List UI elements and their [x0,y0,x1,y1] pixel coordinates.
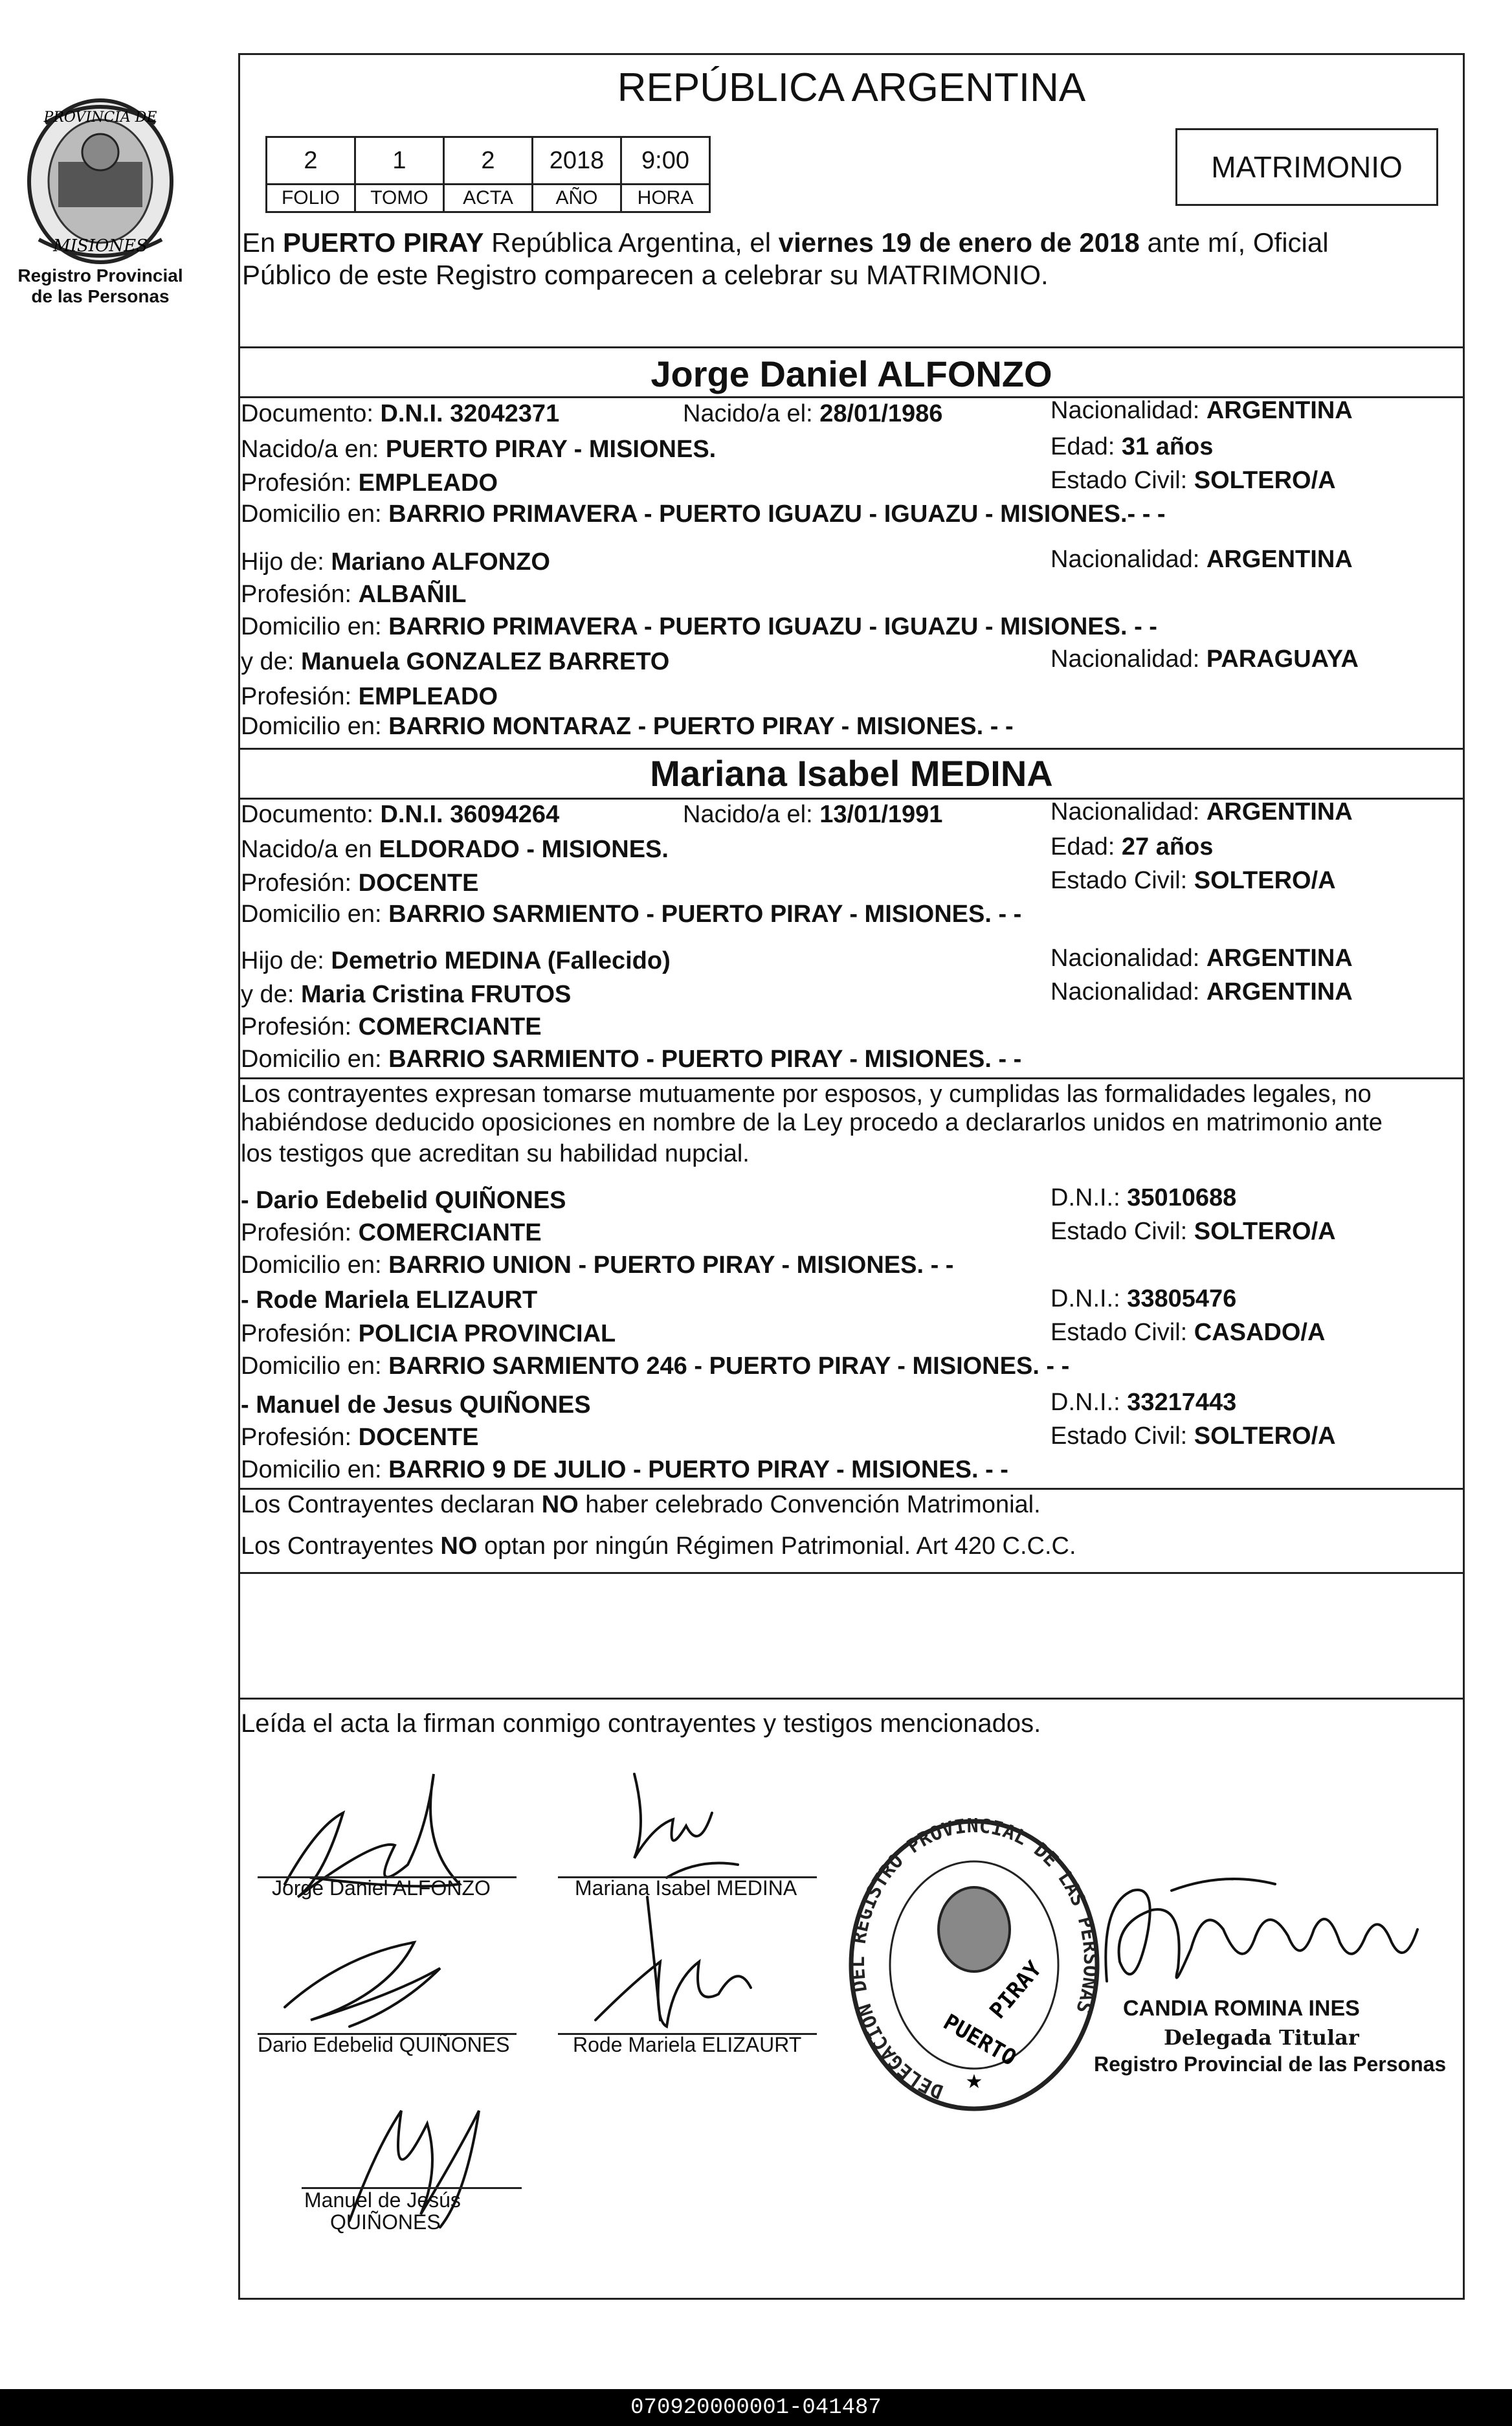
spouse1-mother-nationality [1051,645,1359,673]
civil-label: Estado Civil: [1051,1422,1194,1450]
stamp-ring-text: DELEGACION DEL REGISTRO PROVINCIAL DE LAS PERSONAS [847,1814,1102,2103]
witness2-domicile [241,1352,1069,1380]
stamp-center2: PIRAY [984,1956,1047,2024]
spouse2-mother-domicile [241,1045,1021,1073]
father-label: Hijo de: [241,947,331,974]
mother-label: y de: [241,648,301,675]
delegation-stamp [845,1813,1104,2117]
witness3-domicile [241,1455,1008,1484]
witness2-name [241,1286,537,1314]
hour-value: 9:00 [621,137,710,185]
nat-label: Nacionalidad: [1051,646,1206,673]
civil-value: CASADO/A [1194,1319,1326,1346]
dni-value: 33805476 [1127,1285,1237,1312]
birthplace-label: Nacido/a en: [241,436,386,463]
prof-value: ALBAÑIL [358,581,467,608]
age-label: Edad: [1051,433,1122,460]
dom-label: Domicilio en: [241,1252,389,1279]
dni-label: D.N.I.: [1051,1184,1128,1211]
witness-name-value: - Dario Edebelid QUIÑONES [241,1187,566,1214]
signature-label-witness3b: QUIÑONES [330,2210,441,2234]
prof-label: Profesión: [241,683,359,710]
dom-value: BARRIO SARMIENTO - PUERTO PIRAY - MISIONES. - - [388,901,1022,928]
birthplace-value: PUERTO PIRAY - MISIONES. [385,436,717,463]
civil-value: SOLTERO/A [1194,867,1336,894]
doc-label: Documento: [241,400,381,427]
convention-text: haber celebrado Convención Matrimonial. [578,1491,1041,1518]
witness1-name [241,1186,566,1215]
spouse1-father-domicile [241,612,1157,641]
spouse1-nationality [1051,396,1353,425]
logo-bottom-text: MISIONES [53,236,148,256]
civil-label: Estado Civil: [1051,1218,1194,1245]
intro-p2: República Argentina, el [484,227,779,258]
spouse2-name: Mariana Isabel MEDINA [650,753,1053,794]
witness3-name [241,1391,591,1419]
civil-value: SOLTERO/A [1194,1422,1336,1450]
spouse2-profession [241,869,478,897]
spouse1-domicile [241,500,1166,528]
spouse1-father-nationality [1051,545,1353,574]
dom-value: BARRIO PRIMAVERA - PUERTO IGUAZU - IGUAZU - MISIONES.- - - [388,500,1166,528]
convention-text: Los Contrayentes declaran [241,1491,542,1518]
dom-label: Domicilio en: [241,500,389,528]
spouse1-father-profession [241,580,466,609]
birthplace-value: ELDORADO - MISIONES. [379,836,669,863]
doc-value: D.N.I. 36094264 [380,801,560,828]
born-value: 28/01/1986 [819,400,943,427]
father-value: Demetrio MEDINA (Fallecido) [331,947,671,974]
witness1-dni [1051,1184,1236,1212]
nat-value: ARGENTINA [1206,397,1353,424]
signature-label-witness3a: Manuel de Jesús [304,2188,461,2212]
spouse2-birthplace [241,835,669,864]
prof-value: POLICIA PROVINCIAL [358,1320,616,1347]
official-role: Delegada Titular [1164,2025,1359,2050]
registry-label [0,265,201,307]
witness-name-value: - Manuel de Jesus QUIÑONES [241,1391,591,1419]
witness1-domicile [241,1251,953,1279]
document-code: 070920000001-041487 [0,2389,1512,2426]
spouse2-father-nationality [1051,944,1353,972]
intro-line1 [242,227,1329,259]
dom-value: BARRIO SARMIENTO - PUERTO PIRAY - MISIONES. - - [388,1046,1022,1073]
intro-line2: Público de este Registro comparecen a celebrar su MATRIMONIO. [242,260,1049,290]
born-label: Nacido/a el: [683,801,820,828]
signature-label-witness2: Rode Mariela ELIZAURT [573,2033,802,2056]
nat-value: ARGENTINA [1206,945,1353,972]
witness2-civil [1051,1318,1325,1347]
divider [238,748,1465,750]
doc-label: Documento: [241,801,381,828]
hour-label: HORA [621,185,710,212]
nat-value: ARGENTINA [1206,798,1353,826]
nat-value: ARGENTINA [1206,978,1353,1005]
spouse1-civil [1051,466,1336,495]
nat-value: PARAGUAYA [1206,646,1359,673]
prof-value: DOCENTE [358,1424,479,1451]
dom-value: BARRIO 9 DE JULIO - PUERTO PIRAY - MISIONES. - - [388,1456,1008,1483]
nat-value: ARGENTINA [1206,546,1353,573]
official-name: CANDIA ROMINA INES [1123,1996,1360,2021]
registry-logo [13,91,188,272]
witness-name-value: - Rode Mariela ELIZAURT [241,1286,538,1314]
civil-label: Estado Civil: [1051,867,1194,894]
dom-value: BARRIO MONTARAZ - PUERTO PIRAY - MISIONES. - - [388,713,1014,740]
spouse1-mother-profession [241,682,498,711]
record-meta-table [265,136,711,213]
divider [238,346,1465,348]
prof-label: Profesión: [241,870,359,897]
spouse1-birthdate [683,399,942,428]
spouse1-father [241,548,550,576]
convention-no: NO [541,1491,579,1518]
age-value: 31 años [1121,433,1214,460]
registry-label-line1: Registro Provincial [17,265,183,286]
spouse2-domicile [241,900,1021,928]
declaration-line2: habiéndose deducido oposiciones en nombre de la Ley procedo a declararlos unidos en matrimonio ante [241,1109,1383,1136]
doc-value: D.N.I. 32042371 [380,400,560,427]
divider [238,1698,1465,1700]
born-value: 13/01/1991 [819,801,943,828]
father-label: Hijo de: [241,548,331,576]
convention-no: NO [440,1533,478,1560]
spouse1-mother-domicile [241,712,1014,741]
spouse1-name: Jorge Daniel ALFONZO [650,354,1052,394]
prof-value: COMERCIANTE [358,1219,542,1246]
witness3-civil [1051,1422,1336,1450]
intro-date: viernes 19 de enero de 2018 [778,227,1140,258]
dni-value: 35010688 [1127,1184,1237,1211]
star-icon: ★ [965,2071,983,2093]
divider [238,1488,1465,1490]
spouse2-document [241,800,559,829]
witness1-profession [241,1219,542,1247]
folio-value: 2 [267,137,355,185]
act-type-box: MATRIMONIO [1175,128,1438,206]
spouse2-age [1051,833,1213,861]
mother-value: Manuela GONZALEZ BARRETO [300,648,670,675]
spouse1-age [1051,432,1213,461]
civil-value: SOLTERO/A [1194,1218,1336,1245]
prof-value: COMERCIANTE [358,1013,542,1040]
dom-value: BARRIO PRIMAVERA - PUERTO IGUAZU - IGUAZU - MISIONES. - - [388,613,1157,640]
acta-label: ACTA [444,185,533,212]
dom-value: BARRIO UNION - PUERTO PIRAY - MISIONES. - - [388,1252,954,1279]
convention-line1 [241,1490,1041,1519]
handwritten-signatures [246,1748,861,2247]
birthplace-label: Nacido/a en [241,836,379,863]
prof-label: Profesión: [241,469,359,497]
prof-label: Profesión: [241,1219,359,1246]
spouse2-mother-profession [241,1013,542,1041]
dni-label: D.N.I.: [1051,1389,1128,1416]
dom-label: Domicilio en: [241,613,389,640]
age-label: Edad: [1051,833,1122,860]
dom-label: Domicilio en: [241,1046,389,1073]
acta-value: 2 [444,137,533,185]
witness3-dni [1051,1388,1236,1417]
spouse1-birthplace [241,435,716,464]
intro-place: PUERTO PIRAY [283,227,484,258]
official-signature [1094,1865,1430,2014]
witness2-dni [1051,1285,1236,1313]
official-org: Registro Provincial de las Personas [1094,2052,1447,2076]
divider [238,1572,1465,1574]
spouse2-civil [1051,866,1336,895]
nat-label: Nacionalidad: [1051,546,1206,573]
prof-value: DOCENTE [358,870,479,897]
convention-text: optan por ningún Régimen Patrimonial. Art 420 C.C.C. [477,1533,1076,1560]
registry-label-line2: de las Personas [31,286,170,306]
age-value: 27 años [1121,833,1214,860]
dom-value: BARRIO SARMIENTO 246 - PUERTO PIRAY - MISIONES. - - [388,1353,1070,1380]
intro-p1: En [242,227,284,258]
closing-text: Leída el acta la firman conmigo contrayentes y testigos mencionados. [241,1709,1041,1738]
civil-label: Estado Civil: [1051,467,1194,494]
dni-label: D.N.I.: [1051,1285,1128,1312]
witness1-civil [1051,1217,1336,1246]
mother-label: y de: [241,981,301,1008]
nat-label: Nacionalidad: [1051,397,1206,424]
spouse2-father [241,947,671,975]
dom-label: Domicilio en: [241,713,389,740]
signature-label-spouse1: Jorge Daniel ALFONZO [272,1876,491,1900]
spouse2-mother [241,980,571,1009]
folio-label: FOLIO [267,185,355,212]
spouse1-profession [241,469,498,497]
father-value: Mariano ALFONZO [331,548,550,576]
prof-label: Profesión: [241,581,359,608]
prof-value: EMPLEADO [358,469,498,497]
declaration-line3: los testigos que acreditan su habilidad nupcial. [241,1140,750,1167]
year-value: 2018 [533,137,621,185]
civil-value: SOLTERO/A [1194,467,1336,494]
tomo-value: 1 [355,137,444,185]
mother-value: Maria Cristina FRUTOS [300,981,572,1008]
born-label: Nacido/a el: [683,400,820,427]
divider [238,1077,1465,1079]
civil-label: Estado Civil: [1051,1319,1194,1346]
dom-label: Domicilio en: [241,1353,389,1380]
page-title: REPÚBLICA ARGENTINA [617,65,1086,110]
signature-label-spouse2: Mariana Isabel MEDINA [575,1876,797,1900]
dom-label: Domicilio en: [241,1456,389,1483]
convention-line2 [241,1532,1076,1560]
witness3-profession [241,1423,478,1452]
spouse1-mother [241,647,669,676]
signature-label-witness1: Dario Edebelid QUIÑONES [258,2033,510,2056]
tomo-label: TOMO [355,185,444,212]
witness2-profession [241,1320,616,1348]
nat-label: Nacionalidad: [1051,945,1206,972]
dom-label: Domicilio en: [241,901,389,928]
stamp-center1: PUERTO [939,2009,1021,2072]
logo-top-text: PROVINCIA DE [43,109,157,126]
prof-label: Profesión: [241,1424,359,1451]
year-label: AÑO [533,185,621,212]
convention-text: Los Contrayentes [241,1533,441,1560]
spouse2-birthdate [683,800,942,829]
prof-label: Profesión: [241,1013,359,1040]
nat-label: Nacionalidad: [1051,798,1206,826]
prof-value: EMPLEADO [358,683,498,710]
spouse2-nationality [1051,798,1353,826]
intro-p3: ante mí, Oficial [1139,227,1329,258]
dni-value: 33217443 [1127,1389,1237,1416]
spouse2-mother-nationality [1051,978,1353,1006]
prof-label: Profesión: [241,1320,359,1347]
nat-label: Nacionalidad: [1051,978,1206,1005]
declaration-line1: Los contrayentes expresan tomarse mutuamente por esposos, y cumplidas las formalidades legales, no [241,1081,1372,1108]
spouse1-document [241,399,559,428]
